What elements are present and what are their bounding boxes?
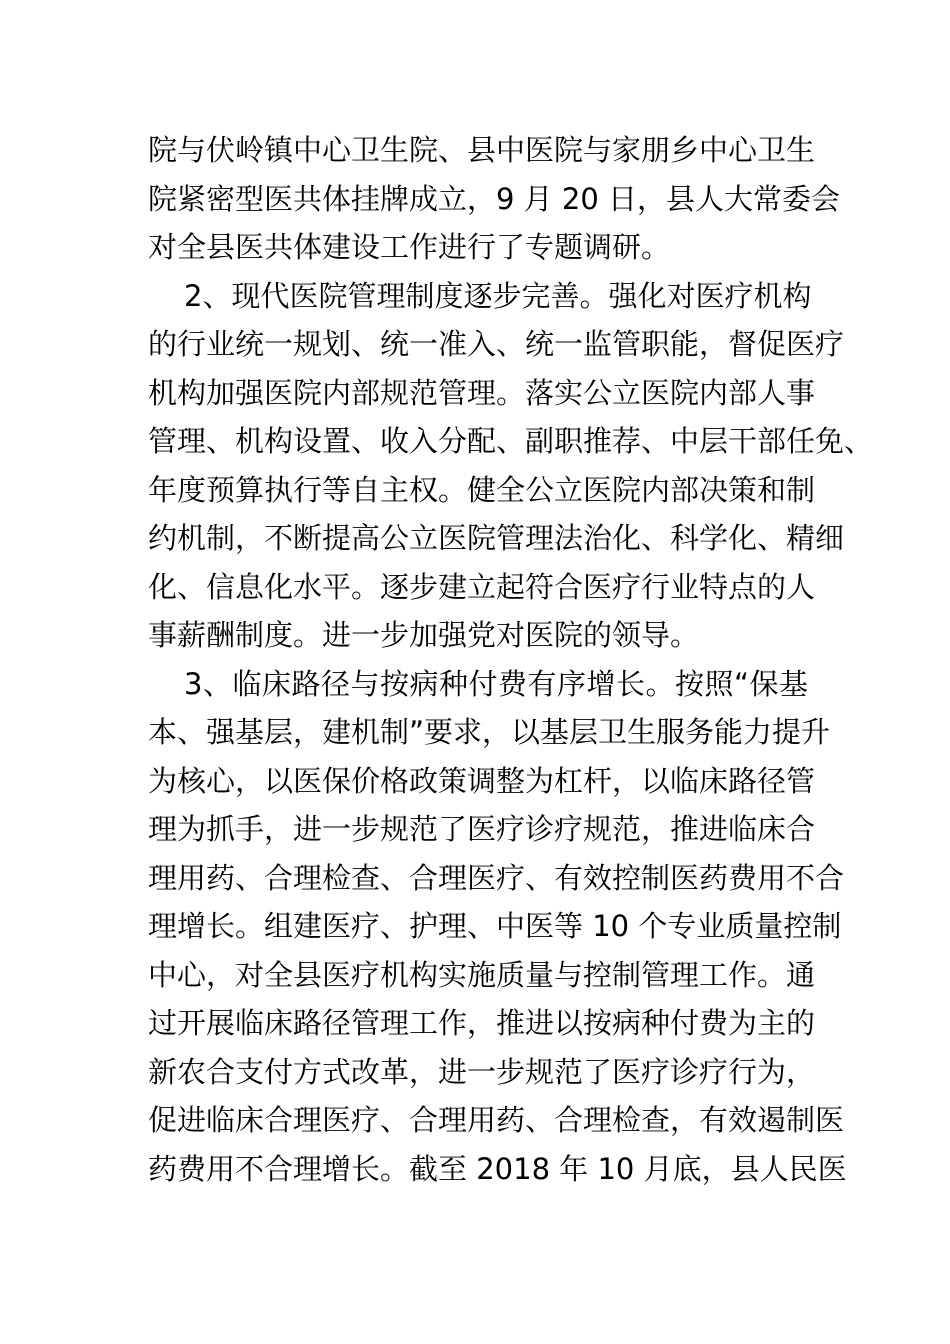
text-line: 理用药、合理检查、合理医疗、有效控制医药费用不合 <box>148 860 845 895</box>
text-line: 理为抓手，进一步规范了医疗诊疗规范，推进临床合 <box>148 812 816 846</box>
body-text <box>148 126 874 1193</box>
text-line: 年度预算执行等自主权。健全公立医院内部决策和制 <box>148 472 816 507</box>
text-line: 院紧密型医共体挂牌成立，9 月 20 日，县人大常委会 <box>148 181 841 216</box>
text-line: 的行业统一规划、统一准入、统一监管职能，督促医疗 <box>148 327 845 361</box>
text-line: 约机制，不断提高公立医院管理法治化、科学化、精细 <box>148 521 845 555</box>
text-line: 事薪酬制度。进一步加强党对医院的领导。 <box>148 618 700 652</box>
paragraph-3-first-line: 3、临床路径与按病种付费有序增长。按照“保基 <box>184 666 808 701</box>
paragraph-2-first-line: 2、现代医院管理制度逐步完善。强化对医疗机构 <box>184 278 812 313</box>
text-line: 为核心，以医保价格政策调整为杠杆，以临床路径管 <box>148 763 816 798</box>
text-line: 中心，对全县医疗机构实施质量与控制管理工作。通 <box>148 957 816 992</box>
text-line: 院与伏岭镇中心卫生院、县中医院与家朋乡中心卫生 <box>148 133 816 167</box>
text-line: 机构加强医院内部规范管理。落实公立医院内部人事 <box>148 375 816 410</box>
text-line: 对全县医共体建设工作进行了专题调研。 <box>148 230 671 264</box>
text-line: 过开展临床路径管理工作，推进以按病种付费为主的 <box>148 1006 816 1040</box>
text-line: 化、信息化水平。逐步建立起符合医疗行业特点的人 <box>148 569 816 604</box>
text-line: 理增长。组建医疗、护理、中医等 10 个专业质量控制 <box>148 909 842 943</box>
text-line: 本、强基层，建机制”要求，以基层卫生服务能力提升 <box>148 715 831 749</box>
text-line: 药费用不合理增长。截至 2018 年 10 月底，县人民医 <box>148 1151 847 1186</box>
text-line: 促进临床合理医疗、合理用药、合理检查，有效遏制医 <box>148 1103 845 1137</box>
text-line: 管理、机构设置、收入分配、副职推荐、中层干部任免、 <box>148 424 874 458</box>
text-line: 新农合支付方式改革，进一步规范了医疗诊疗行为， <box>148 1054 816 1089</box>
